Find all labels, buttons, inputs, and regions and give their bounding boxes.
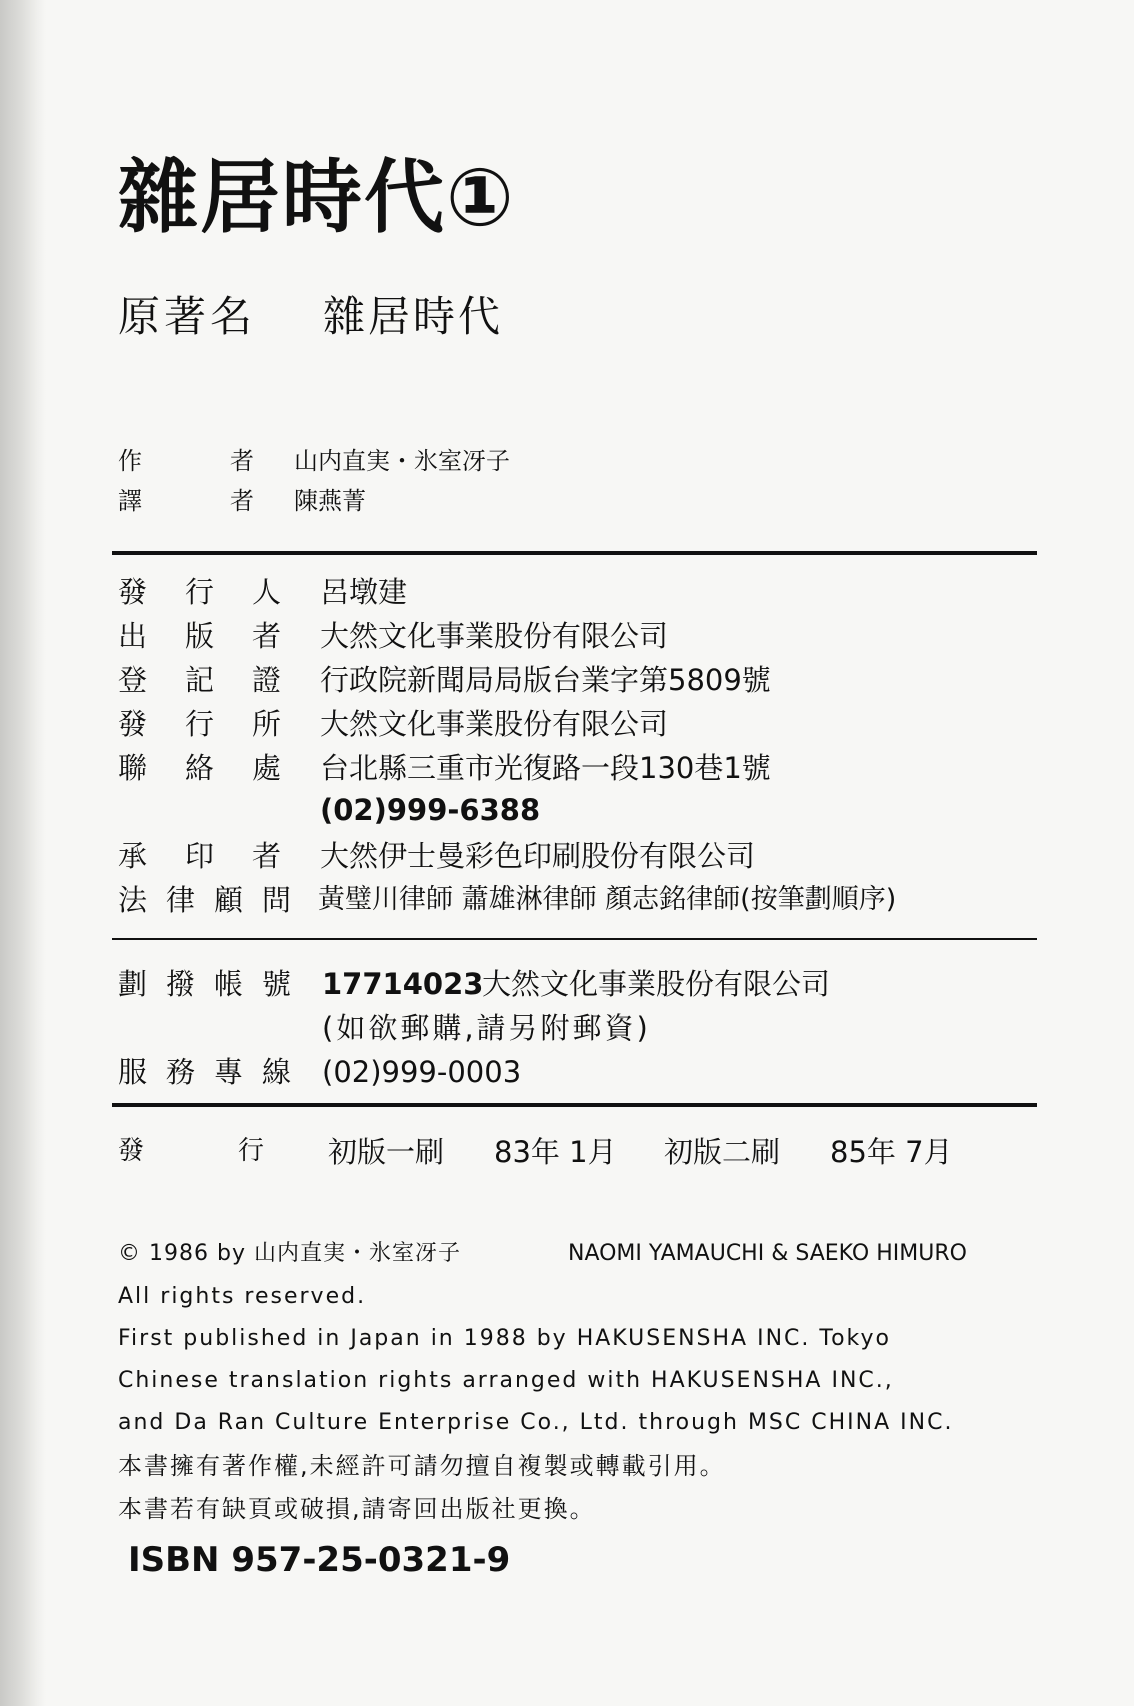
info-label-char: 律 [166,883,196,917]
issue-label-char: 發 [118,1136,145,1166]
copyright-holder-jp: © 1986 by 山内直実・氷室冴子 [118,1241,461,1266]
info-value: 大然伊士曼彩色印刷股份有限公司 [320,839,756,873]
info-value: 行政院新聞局局版台業字第5809號 [320,663,771,697]
issue-second-date: 85年 7月 [830,1135,953,1169]
info-label-char: 承 [118,839,148,873]
service-label-char: 服 [118,1055,148,1089]
info-label-char: 法 [118,883,148,917]
info-label-char: 所 [252,707,282,741]
divider-line [112,551,1037,555]
info-row-contact-phone [0,793,1134,830]
info-label-char: 問 [262,883,292,917]
info-row-issuer [0,575,1134,612]
postal-note-row [0,1011,1134,1048]
postal-label-char: 號 [262,967,292,1001]
issue-first-print: 初版一刷 [328,1135,445,1169]
service-label-char: 線 [262,1055,292,1089]
info-label-char: 記 [185,663,215,697]
copyright-line-5: and Da Ran Culture Enterprise Co., Ltd. through MSC CHINA INC. [118,1410,954,1435]
info-value: 大然文化事業股份有限公司 [320,707,669,741]
info-label-char: 發 [118,707,148,741]
info-value-lawyers: 黃璧川律師 蕭雄淋律師 顏志銘律師(按筆劃順序) [318,884,897,915]
service-label-char: 專 [214,1055,244,1089]
credit-value: 陳燕菁 [294,487,366,515]
credit-label-a: 作 [118,447,142,475]
original-title-label: 原著名 [118,292,257,341]
credit-row-author [0,449,1134,477]
copyright-line-1 [118,1241,967,1266]
info-value: 大然文化事業股份有限公司 [320,619,669,653]
issue-first-date: 83年 1月 [494,1135,617,1169]
info-label-char: 處 [252,751,282,785]
credit-value: 山内直実・氷室冴子 [294,447,510,475]
info-label-char: 出 [118,619,148,653]
info-row-legal [0,883,1134,920]
info-label-char: 證 [252,663,282,697]
info-label-char: 行 [185,707,215,741]
copyright-holder-en: NAOMI YAMAUCHI & SAEKO HIMURO [568,1241,967,1266]
info-row-printer [0,839,1134,876]
issue-label-char: 行 [238,1136,265,1166]
info-label-char: 人 [252,575,282,609]
info-row-publisher [0,619,1134,656]
info-label-char: 發 [118,575,148,609]
info-value-phone: (02)999-6388 [320,793,541,827]
credit-label-b: 者 [230,487,254,515]
postal-label-char: 撥 [166,967,196,1001]
info-label-char: 者 [252,839,282,873]
info-label-char: 印 [185,839,215,873]
issue-second-print: 初版二刷 [664,1135,781,1169]
info-value: 呂墩建 [320,575,408,609]
info-label-char: 登 [118,663,148,697]
info-row-contact [0,751,1134,788]
copyright-notice-cn-2: 本書若有缺頁或破損,請寄回出版社更換。 [118,1495,596,1523]
service-phone: (02)999-0003 [322,1055,522,1089]
postal-account-number: 17714023 [322,967,484,1001]
info-label-char: 顧 [214,883,244,917]
original-title-value: 雜居時代 [323,292,504,341]
postal-account-name: 大然文化事業股份有限公司 [482,967,831,1001]
postal-label-char: 劃 [118,967,148,1001]
info-label-char: 版 [185,619,215,653]
info-label-char: 絡 [185,751,215,785]
credit-label-a: 譯 [118,487,142,515]
credit-row-translator [0,489,1134,517]
postal-note: (如欲郵購,請另附郵資) [322,1011,651,1045]
book-title: 雜居時代① [118,151,516,244]
credit-label-b: 者 [230,447,254,475]
original-title [118,292,504,341]
copyright-line-2: All rights reserved. [118,1284,367,1309]
isbn: ISBN 957-25-0321-9 [128,1540,511,1580]
service-row [0,1055,1134,1092]
copyright-line-3: First published in Japan in 1988 by HAKUSENSHA INC. Tokyo [118,1326,891,1351]
postal-label-char: 帳 [214,967,244,1001]
info-label-char: 聯 [118,751,148,785]
copyright-line-4: Chinese translation rights arranged with HAKUSENSHA INC., [118,1368,894,1393]
divider-line [112,1103,1037,1107]
info-label-char: 行 [185,575,215,609]
info-row-registration [0,663,1134,700]
info-row-distributor [0,707,1134,744]
divider-line [112,938,1037,940]
copyright-notice-cn-1: 本書擁有著作權,未經許可請勿擅自複製或轉載引用。 [118,1452,726,1480]
postal-row [0,967,1134,1004]
info-value-address: 台北縣三重市光復路一段130巷1號 [320,751,771,785]
issue-row [0,1135,1134,1172]
info-label-char: 者 [252,619,282,653]
service-label-char: 務 [166,1055,196,1089]
